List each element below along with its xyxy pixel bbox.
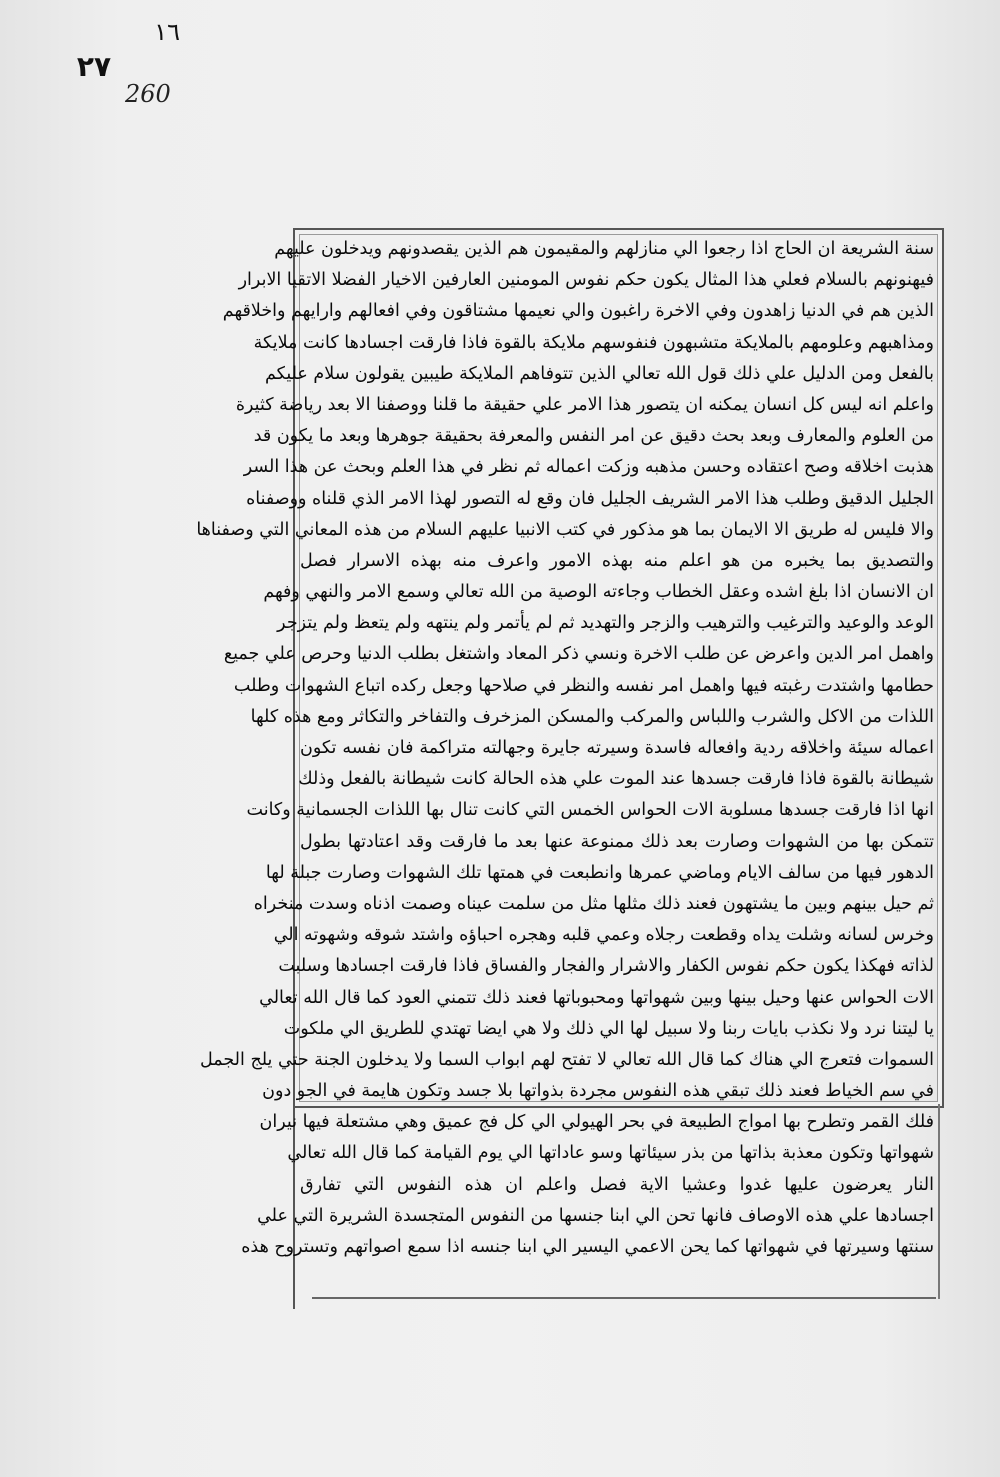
text-line: شهواتها وتكون معذبة بذاتها من بذر سيئاتها وسو عاداتها الي يوم القيامة كما قال الله تعالي [287,1143,934,1164]
text-line: فلك القمر وتطرح بها امواج الطبيعة في بحر الهيولي الي كل فج عميق وهي مشتعلة فيها نيران [259,1112,934,1133]
folio-number-latin: 260 [125,80,171,108]
frame-bottom-rule [312,1297,936,1299]
text-line: ومذاهبهم وعلومهم بالملايكة متشبهون فنفوسهم ملايكة بالقوة فاذا فارقت اجسادها كانت ملايكة [253,332,934,353]
text-line: اللذات من الاكل والشرب واللباس والمركب والمسكن المزخرف والتفاخر والتكاثر ومع هذه كلها [250,706,934,727]
frame-right-rule [938,1104,940,1299]
text-line: شيطانة بالقوة فاذا فارقت جسدها عند الموت علي هذه الحالة كانت شيطانة بالفعل وذلك [298,769,934,790]
text-line: اجسادها علي هذه الاوصاف فانها تحن الي ابنا جنسها من النفوس المتجسدة الشريرة التي علي [257,1205,934,1226]
text-line: السموات فتعرج الي هناك كما قال الله تعالي لا تفتح لهم ابواب السما ولا يدخلون الجنة حتي يلج الجمل [200,1049,934,1070]
text-line: انها اذا فارقت جسدها مسلوبة الات الحواس الخمس التي كانت تنال بها اللذات الجسمانية وكانت [246,800,934,821]
text-line: الوعد والوعيد والترغيب والترهيب والزجر والتهديد ثم لم يأتمر ولم ينتهه ولم يتعظ ولم يتزجر [277,613,934,634]
folio-mark: ١٦ [154,18,180,46]
text-line: بالفعل ومن الدليل علي ذلك قول الله تعالي الذين تتوفاهم الملايكة طيبين يقولون سلام عليكم [265,363,934,384]
text-line: والا فليس له طريق الا الايمان بما هو مذكور في كتب الانبيا عليهم السلام من هذه المعاني التي وصفناها [196,519,934,540]
text-line: الات الحواس عنها وحيل بينها وبين شهواتها ومحبوباتها فعند ذلك تتمني العود كما قال الله تعالي [259,987,934,1008]
text-line: واعلم انه ليس كل انسان يمكنه ان يتصور هذا الامر علي حقيقة ما قلنا ووصفنا الا بعد رياضة كثيرة [235,394,934,415]
text-line: الدهور فيها من سالف الايام وماضي عمرها وانطبعت في همتها تلك الشهوات وصارت جبلة لها [265,862,934,883]
text-line: تتمكن بها من الشهوات وصارت بعد ذلك ممنوعة عنها بعد ما فارقت وقد اعتادتها بطول [300,831,934,852]
text-line: ان الانسان اذا بلغ اشده وعقل الخطاب وجاءته الوصية من الله تعالي وسمع الامر والنهي وفهم [263,582,934,603]
folio-number-arabic: ٢٧ [76,50,112,83]
manuscript-text-block [196,234,934,1294]
text-line: حطامها واشتدت رغبته فيها واهمل امر نفسه والنظر في صلاحها وجعل ركده اتباع الشهوات وطلب [233,675,934,696]
text-line: النار يعرضون عليها غدوا وعشيا الاية فصل واعلم ان هذه النفوس التي تفارق [300,1174,934,1195]
text-line: والتصديق بما يخبره من هو اعلم منه بهذه الامور واعرف منه بهذه الاسرار فصل [300,550,934,571]
text-line: واهمل امر الدين واعرض عن طلب الاخرة ونسي ذكر المعاد واشتغل بطلب الدنيا وحرص علي جميع [223,644,934,665]
text-line: هذبت اخلاقه وصح اعتقاده وحسن مذهبه وزكت اعماله ثم نظر في هذا العلم وبحث عن هذا السر [243,457,934,478]
text-line: من العلوم والمعارف وبعد بحث دقيق عن امر النفس والمعرفة بحقيقة جوهرها وبعد ما يكون قد [253,426,934,447]
text-line: سنة الشريعة ان الحاج اذا رجعوا الي منازلهم والمقيمون هم الذين يقصدونهم ويدخلون عليهم [274,239,934,259]
text-line: وخرس لسانه وشلت يداه وقطعت رجلاه وعمي قلبه وهجره احباؤه واشتد شوقه وشهوته الي [273,925,934,946]
text-line: لذاته فهكذا يكون حكم نفوس الكفار والاشرار والفجار والفساق فاذا فارقت اجسادها وسلبت [278,956,934,977]
text-line: ثم حيل بينهم وبين ما يشتهون فعند ذلك مثلها مثل من سلمت عيناه وصمت اذناه وسدت منخراه [253,893,934,914]
text-line: في سم الخياط فعند ذلك تبقي هذه النفوس مجردة بذواتها بلا جسد وتكون هايمة في الجو دون [262,1081,934,1102]
text-line: الجليل الدقيق وطلب هذا الامر الشريف الجليل فان وقع له التصور لهذا الامر الذي قلناه ووصفناه [246,488,934,509]
text-line: الذين هم في الدنيا زاهدون وفي الاخرة راغبون والي نعيمها مشتاقون وفي افعالهم وارايهم واخلاقهم [222,301,934,322]
text-line: اعماله سيئة واخلاقه ردية وافعاله فاسدة وسيرته جايرة وجهالته متراكمة فان نفسه تكون [300,738,934,758]
text-line: سنتها وسيرتها في شهواتها كما يحن الاعمي اليسير الي ابنا جنسه اذا سمع اصواتهم وتستروح هذه [241,1237,934,1257]
text-line: يا ليتنا نرد ولا نكذب بايات ربنا ولا سبيل لها الي ذلك ولا هي ايضا تهتدي للطريق الي ملكوت [283,1018,934,1039]
text-line: فيهنونهم بالسلام فعلي هذا المثال يكون حكم نفوس المومنين العارفين الاخيار الفضلا الاتقيا الابرار [238,270,934,291]
